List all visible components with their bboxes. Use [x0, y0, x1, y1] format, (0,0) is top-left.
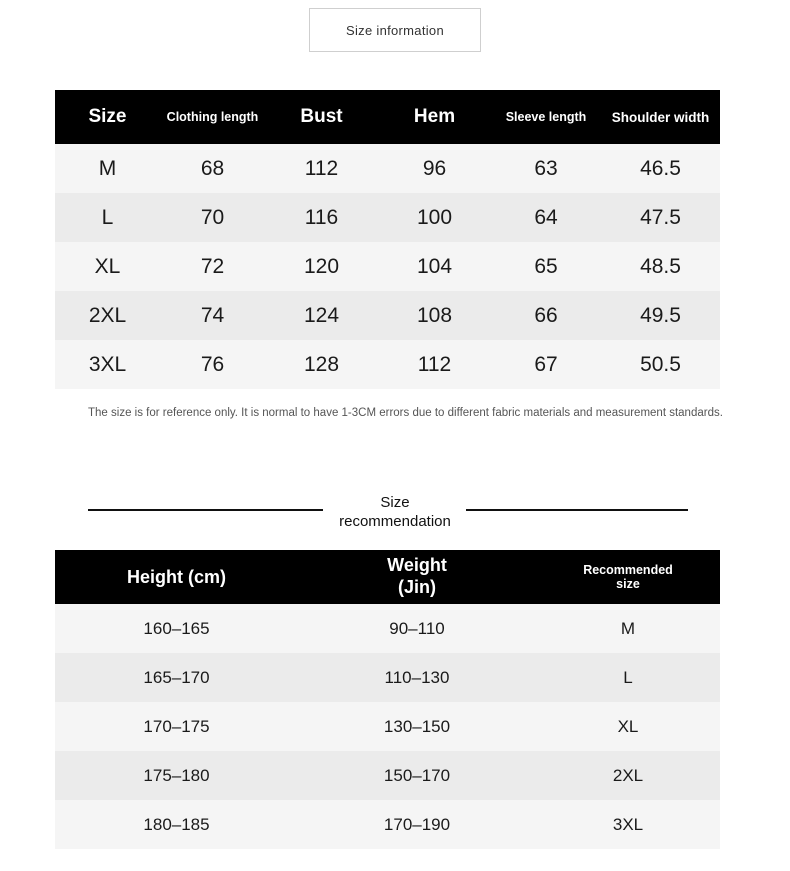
table-row [55, 242, 720, 291]
size-cell-clothing-length: 72 [200, 254, 225, 278]
size-cell-shoulder-width: 48.5 [640, 254, 681, 278]
size-cell-bust: 120 [303, 254, 340, 278]
reco-header-weight-line2: (Jin) [398, 577, 436, 597]
reco-cell-weight: 110–130 [384, 667, 450, 687]
size-recommendation-table [55, 550, 720, 849]
size-cell-bust: 112 [304, 156, 339, 180]
table-row [55, 800, 720, 849]
table-row [55, 291, 720, 340]
size-cell-size: M [98, 156, 117, 180]
section-title-line1: Size [380, 494, 410, 511]
size-table-header-hem: Hem [378, 90, 491, 144]
size-table-header-size: Size [55, 90, 160, 144]
size-cell-hem: 108 [416, 303, 453, 327]
size-cell-hem: 96 [422, 156, 447, 180]
reco-header-reco-line2: size [616, 577, 640, 591]
reco-cell-weight: 170–190 [383, 814, 451, 834]
divider-line-left [88, 509, 323, 511]
size-cell-size: XL [94, 254, 121, 278]
size-cell-shoulder-width: 50.5 [640, 352, 681, 376]
reco-cell-height: 180–185 [143, 814, 210, 834]
table-row [55, 751, 720, 800]
size-cell-bust: 128 [303, 352, 340, 376]
size-cell-clothing-length: 74 [200, 303, 225, 327]
reco-cell-weight: 130–150 [383, 716, 451, 736]
size-cell-sleeve-length: 63 [534, 156, 558, 180]
size-cell-clothing-length: 76 [200, 352, 225, 376]
size-cell-clothing-length: 70 [200, 205, 225, 229]
size-cell-size: 2XL [88, 303, 127, 327]
table-row [55, 144, 720, 193]
size-recommendation-section-header [0, 490, 790, 540]
reco-header-reco-line1: Recommended [583, 562, 673, 577]
size-table-header-clothing-length: Clothing length [160, 90, 265, 144]
reco-cell-size: 2XL [612, 765, 644, 785]
size-cell-shoulder-width: 46.5 [640, 156, 681, 180]
reco-table-header-weight [298, 550, 536, 604]
table-row [55, 193, 720, 242]
size-information-label: Size information [345, 22, 444, 38]
reco-cell-height: 170–175 [143, 716, 210, 736]
size-cell-shoulder-width: 49.5 [640, 303, 681, 327]
reco-cell-height: 175–180 [143, 765, 210, 785]
size-table [55, 90, 720, 389]
size-cell-bust: 116 [304, 205, 339, 229]
size-cell-sleeve-length: 65 [534, 254, 558, 278]
reco-cell-size: L [623, 667, 633, 687]
size-cell-sleeve-length: 64 [534, 205, 558, 229]
size-cell-hem: 100 [416, 205, 453, 229]
size-table-header-shoulder-width: Shoulder width [601, 90, 720, 144]
size-cell-size: L [101, 205, 114, 229]
size-cell-shoulder-width: 47.5 [640, 205, 681, 229]
size-disclaimer-note: The size is for reference only. It is normal to have 1-3CM errors due to different fabric materials and measurement standards. [88, 407, 723, 419]
size-information-badge-container [0, 8, 790, 52]
size-cell-hem: 112 [417, 352, 452, 376]
reco-cell-height: 165–170 [143, 667, 210, 687]
divider-line-right [466, 509, 688, 511]
table-row [55, 702, 720, 751]
size-cell-size: 3XL [88, 352, 127, 376]
reco-header-weight-line1: Weight [387, 555, 447, 576]
reco-cell-size: M [620, 618, 636, 638]
reco-cell-height: 160–165 [143, 618, 210, 638]
reco-table-header-row [55, 550, 720, 604]
reco-table-header-recommended-size [536, 550, 720, 604]
size-cell-clothing-length: 68 [200, 156, 225, 180]
size-cell-sleeve-length: 67 [534, 352, 558, 376]
size-cell-bust: 124 [303, 303, 340, 327]
reco-cell-weight: 90–110 [389, 618, 445, 638]
size-table-header-sleeve-length: Sleeve length [491, 90, 601, 144]
reco-cell-size: 3XL [612, 814, 644, 834]
size-table-header-row [55, 90, 720, 144]
table-row [55, 340, 720, 389]
size-cell-hem: 104 [416, 254, 453, 278]
section-title-line2: recommendation [339, 512, 451, 530]
reco-table-header-height: Height (cm) [55, 550, 298, 604]
reco-cell-weight: 150–170 [383, 765, 451, 785]
table-row [55, 604, 720, 653]
size-table-header-bust: Bust [265, 90, 378, 144]
section-title [325, 494, 465, 532]
size-information-badge [309, 8, 481, 52]
reco-cell-size: XL [617, 716, 639, 736]
table-row [55, 653, 720, 702]
size-cell-sleeve-length: 66 [534, 303, 558, 327]
